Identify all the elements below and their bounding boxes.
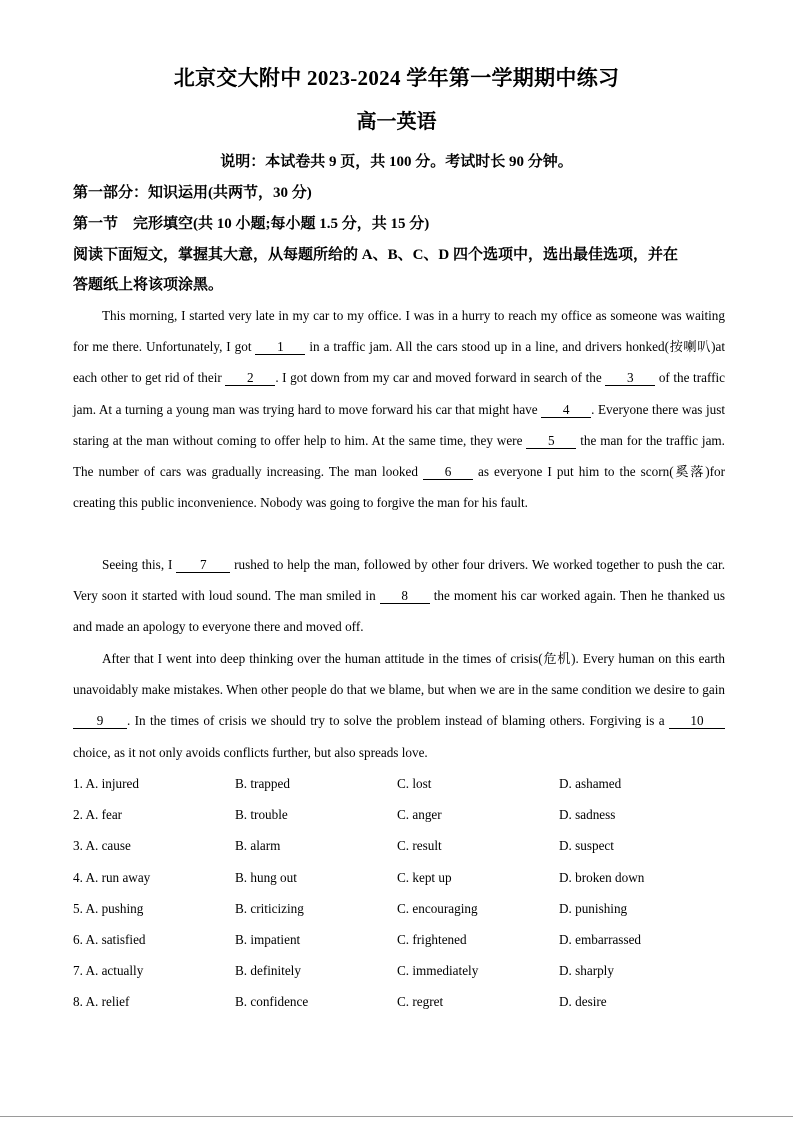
option-a: 4. A. run away [73, 869, 151, 885]
passage-text: of the traffic jam. At a turning a young man was trying hard to move forward his car that might have [73, 370, 726, 417]
blank-2: 2 [225, 371, 275, 386]
option-d: D. punishing [559, 900, 628, 916]
blank-1: 1 [255, 340, 305, 355]
passage-text: the moment his car worked again. Then he thanked us and made an apology to everyone there and moved off. [73, 588, 725, 635]
option-b: B. definitely [235, 963, 301, 979]
option-b: B. confidence [235, 994, 309, 1010]
exam-note: 说明：本试卷共 9 页，共 100 分。考试时长 90 分钟。 [220, 154, 573, 170]
exam-subject: 高一英语 [356, 111, 437, 133]
option-b: B. alarm [235, 838, 281, 854]
option-a: 2. A. fear [73, 807, 123, 823]
option-d: D. embarrassed [559, 931, 642, 947]
exam-title: 北京交大附中 2023-2024 学年第一学期期中练习 [173, 66, 620, 90]
option-c: C. immediately [397, 963, 479, 979]
option-c: C. encouraging [397, 900, 478, 916]
option-c: C. regret [397, 994, 444, 1010]
question-row [73, 986, 733, 1017]
instruction-line-1: 阅读下面短文，掌握其大意，从每题所给的 A、B、C、D 四个选项中，选出最佳选项，并在 [73, 247, 679, 263]
blank-6: 6 [423, 465, 473, 480]
part-heading: 第一部分：知识运用(共两节，30 分) [73, 185, 312, 201]
page-bottom-divider [0, 1116, 793, 1117]
passage-text: This morning, I started very late in my car to my office. I was in a hurry to reach my office as someone was waiting for me there. Unfortunately, I got [73, 308, 725, 355]
passage-text: rushed to help the man, followed by other four drivers. We worked together to push the car. Very soon it started with loud sound. The man smiled in [73, 557, 725, 604]
question-options [73, 768, 733, 1018]
option-d: D. ashamed [559, 776, 622, 791]
blank-3: 3 [605, 371, 655, 386]
blank-9: 9 [73, 714, 127, 729]
question-row [73, 830, 733, 861]
question-row [73, 955, 733, 986]
option-a: 7. A. actually [73, 963, 144, 979]
option-a: 6. A. satisfied [73, 931, 146, 947]
question-row [73, 862, 733, 893]
option-c: C. kept up [397, 869, 452, 885]
option-d: D. sharply [559, 963, 614, 979]
passage-text: After that I went into deep thinking over the human attitude in the times of crisis(危机). Every human on this earth unavoidably make mistakes. When other people do that we blame, but when we are in the same condition we desire to gain [73, 651, 725, 698]
question-row [73, 799, 733, 830]
passage-text: . Everyone there was just staring at the man without coming to offer help to him. At the same time, they were [73, 401, 726, 448]
option-d: D. desire [559, 994, 607, 1010]
blank-5: 5 [526, 434, 576, 449]
section-heading: 第一节 完形填空(共 10 小题;每小题 1.5 分，共 15 分) [73, 216, 430, 232]
question-row [73, 768, 733, 799]
blank-7: 7 [176, 558, 230, 573]
option-b: B. trapped [235, 776, 290, 791]
passage-text: in a traffic jam. All the cars stood up in a line, and drivers honked(按喇叭)at each other to get rid of their [73, 339, 725, 386]
option-d: D. broken down [559, 869, 645, 885]
passage-paragraph-3 [73, 643, 725, 768]
instruction-line-2: 答题纸上将该项涂黑。 [73, 277, 224, 293]
passage-paragraph-1 [73, 300, 725, 518]
question-row [73, 893, 733, 924]
option-b: B. trouble [235, 807, 288, 823]
passage-text: . In the times of crisis we should try to solve the problem instead of blaming others. Forgiving is a [127, 713, 669, 729]
passage-text: Seeing this, I [102, 557, 177, 572]
passage-text: . I got down from my car and moved forward in search of the [275, 370, 606, 386]
blank-4: 4 [541, 403, 591, 418]
option-b: B. impatient [235, 931, 301, 947]
passage-text: choice, as it not only avoids conflicts further, but also spreads love. [73, 744, 428, 760]
option-c: C. frightened [397, 931, 467, 947]
option-b: B. criticizing [235, 900, 304, 916]
option-a: 5. A. pushing [73, 900, 144, 916]
option-c: C. result [397, 838, 442, 854]
option-d: D. sadness [559, 807, 616, 823]
passage-text: the man for the traffic jam. The number of cars was gradually increasing. The man looked [73, 432, 725, 480]
passage-paragraph-2 [73, 549, 725, 643]
option-c: C. lost [397, 776, 432, 791]
blank-10: 10 [669, 714, 725, 729]
option-b: B. hung out [235, 869, 297, 885]
option-a: 1. A. injured [73, 776, 139, 791]
passage-text: as everyone I put him to the scorn(奚落)for creating this public inconvenience. Nobody was going to forgive the man for his fault. [73, 464, 725, 511]
option-c: C. anger [397, 807, 442, 823]
blank-8: 8 [380, 589, 430, 604]
option-a: 8. A. relief [73, 994, 130, 1010]
question-row [73, 924, 733, 955]
option-d: D. suspect [559, 838, 614, 854]
option-a: 3. A. cause [73, 838, 131, 854]
